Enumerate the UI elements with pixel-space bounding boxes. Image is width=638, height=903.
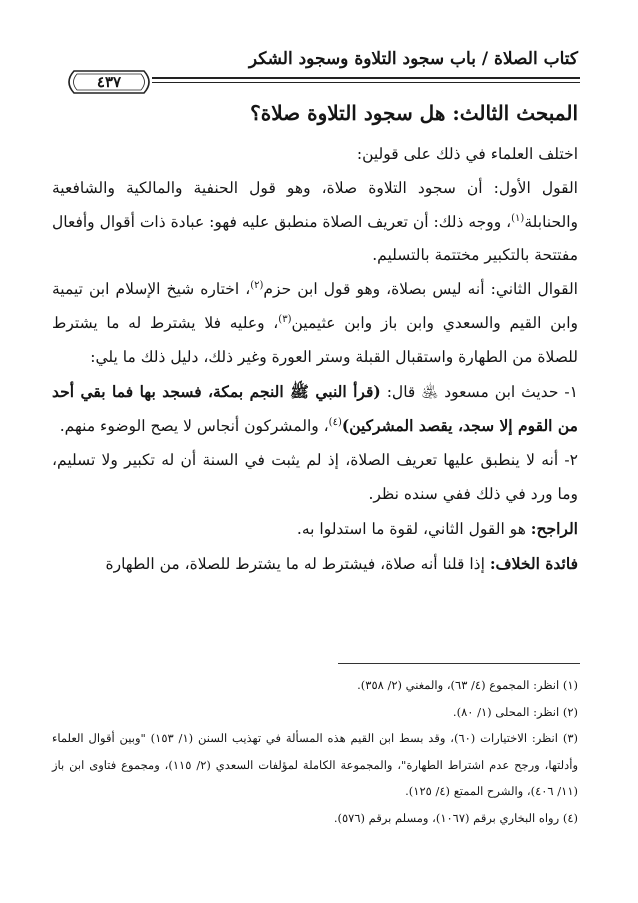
evidence-1-conclusion: ، والمشركون أنجاس لا يصح الوضوء منهم. <box>59 417 329 436</box>
preferred-text: هو القول الثاني، لقوة ما استدلوا به. <box>296 519 531 538</box>
footnotes <box>52 672 578 831</box>
first-view-text: القول الأول: أن سجود التلاوة صلاة، وهو قول الحنفية والمالكية والشافعية والحنابلة <box>52 178 578 231</box>
footnote-2: (٢) انظر: المحلى (١/ ٨٠). <box>452 704 578 719</box>
footnote-ref-4: (٤) <box>328 417 342 429</box>
intro-paragraph: اختلف العلماء في ذلك على قولين: <box>356 145 578 163</box>
footnote-1: (١) انظر: المجموع (٤/ ٦٣)، والمغني (٢/ ٣٥٨). <box>357 678 578 692</box>
second-view-text-a: القوال الثاني: أنه ليس بصلاة، وهو قول ابن حزم <box>263 280 578 299</box>
preferred-label: الراجح: <box>530 518 578 538</box>
footnote-ref-3: (٣) <box>278 313 292 325</box>
second-view-text-c: ، وعليه فلا يشترط له ما يشترط للصلاة من الطهارة واستقبال القبلة وستر العورة وغير ذلك، دليل ذلك ما يلي: <box>52 313 578 366</box>
second-view-text-b: ، اختاره شيخ الإسلام ابن تيمية وابن القيم والسعدي وابن باز وابن عثيمين <box>52 280 578 332</box>
footnote-ref-2: (٢) <box>250 280 264 292</box>
footnote-3: (٣) انظر: الاختيارات (٦٠)، وقد بسط ابن القيم هذه المسألة في تهذيب السنن (١/ ١٥٣) "وبين أقوال العلماء وأدلتها، ورجح عدم اشتراط الطهارة"، والمجموعة الكاملة لمؤلفات السعدي (٢/ ١١٥)، ومجموع فتاوى ابن باز (١١/ ٤٠٦)، والشرح الممتع (٤/ ١٢٥). <box>52 731 579 798</box>
evidence-1-intro: ١- حديث ابن مسعود ﵁ قال: <box>380 382 578 401</box>
first-view-continuation: ، ووجه ذلك: أن تعريف الصلاة منطبق عليه فهو: عبادة ذات أقوال وأفعال مفتتحة بالتكبير مختتمة بالتسليم. <box>52 212 578 265</box>
benefit-label: فائدة الخلاف: <box>489 553 578 573</box>
first-view-paragraph <box>52 172 578 273</box>
evidence-1-paragraph <box>52 375 578 445</box>
running-header-title: كتاب الصلاة / باب سجود التلاوة وسجود الشكر <box>248 49 578 69</box>
footnote-separator <box>338 663 580 664</box>
evidence-2-paragraph: ٢- أنه لا ينطبق عليها تعريف الصلاة، إذ لم يثبت في السنة أن له تكبير ولا تسليم، وما ورد في ذلك ففي سنده نظر. <box>52 451 578 503</box>
benefit-paragraph <box>52 547 578 582</box>
page-number: ٤٣٧ <box>96 73 122 91</box>
header-rule <box>152 77 580 83</box>
section-title: المبحث الثالث: هل سجود التلاوة صلاة؟ <box>250 101 578 125</box>
footnote-ref-1: (١) <box>511 212 525 224</box>
preferred-view-paragraph <box>52 512 578 547</box>
benefit-text: إذا قلنا أنه صلاة، فيشترط له ما يشترط للصلاة، من الطهارة <box>105 554 490 573</box>
page-number-badge <box>62 69 156 95</box>
second-view-paragraph <box>52 273 578 374</box>
evidence-1-quote: (قرأ النبي ﷺ النجم بمكة، فسجد بها فما بقي أحد من القوم إلا سجد، يقصد المشركين) <box>52 381 578 436</box>
main-text <box>52 138 578 581</box>
footnote-4: (٤) رواه البخاري برقم (١٠٦٧)، ومسلم برقم (٥٧٦). <box>333 810 578 825</box>
